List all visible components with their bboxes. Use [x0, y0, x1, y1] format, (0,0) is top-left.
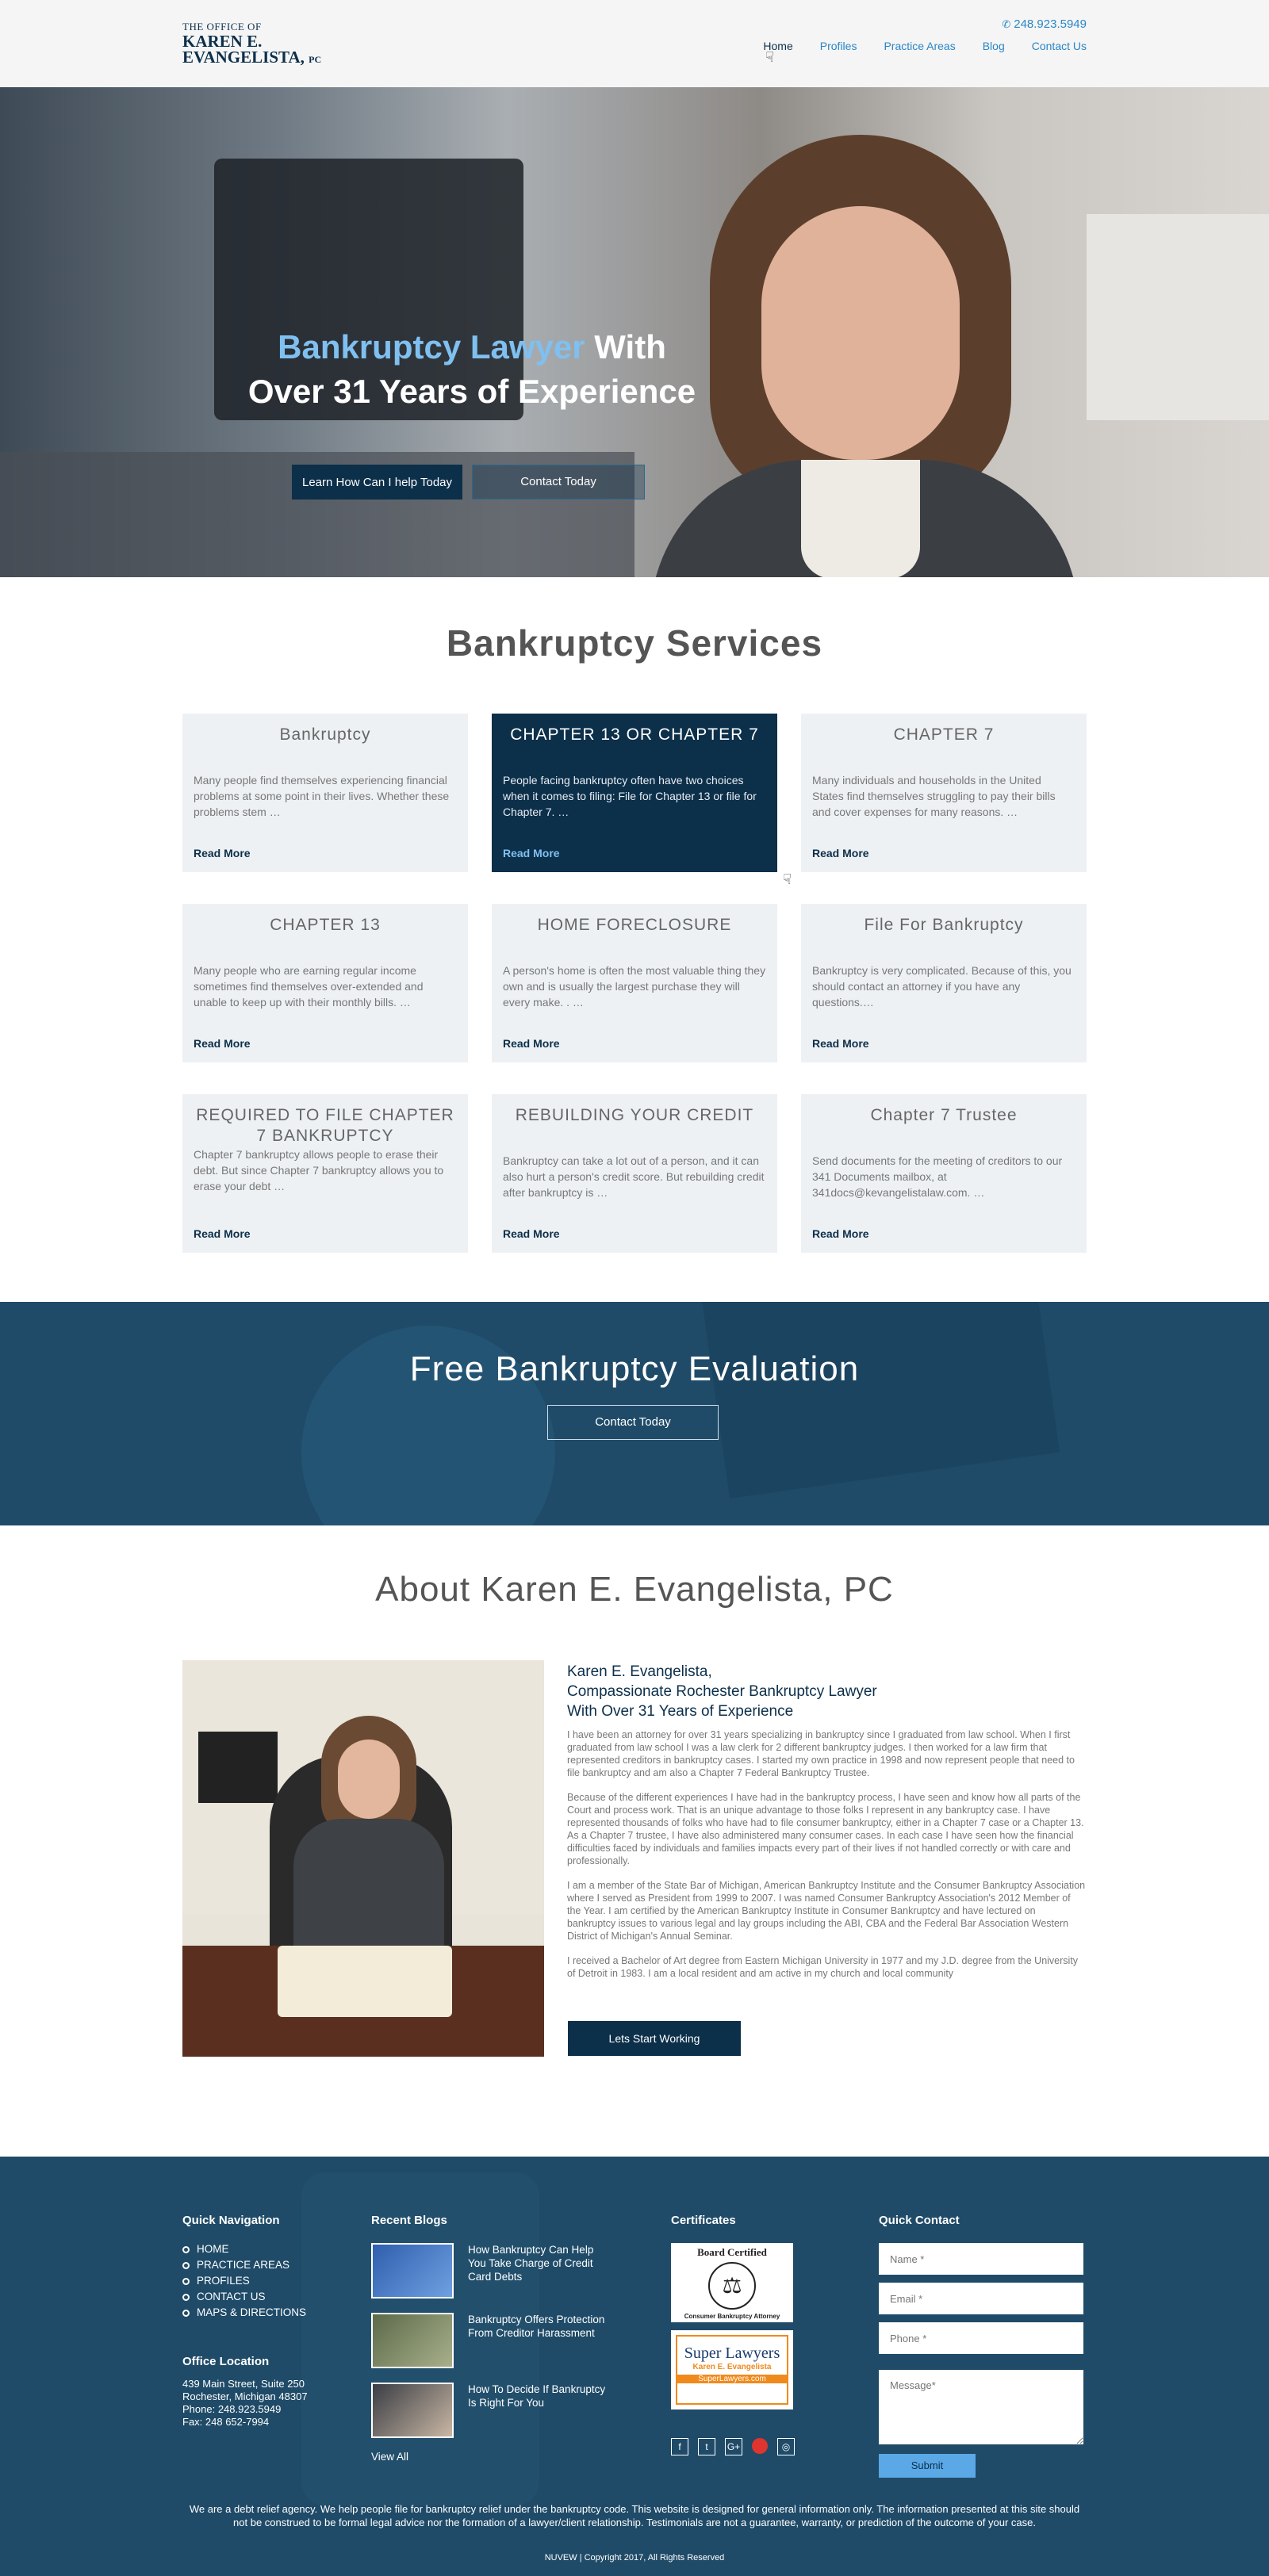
address-line1: 439 Main Street, Suite 250 — [182, 2378, 305, 2390]
hero-title-rest: With — [585, 328, 666, 366]
site-header — [0, 0, 1269, 87]
read-more-link[interactable]: Read More — [194, 1037, 251, 1050]
blog-title[interactable]: How Bankruptcy Can Help You Take Charge of Credit Card Debts — [468, 2244, 594, 2283]
lets-start-working-button[interactable]: Lets Start Working — [568, 2021, 741, 2056]
nav-contact-us[interactable]: Contact Us — [1031, 40, 1087, 52]
service-card-title: Bankruptcy — [279, 725, 371, 744]
blog-item[interactable] — [371, 2313, 611, 2368]
about-body — [567, 1728, 1087, 1992]
scales-icon: ⚖ — [708, 2262, 756, 2310]
free-evaluation-title: Free Bankruptcy Evaluation — [409, 1349, 860, 1388]
bullet-icon — [182, 2246, 190, 2253]
service-card-text: Many individuals and households in the United States find themselves struggling to pay their bills and cover expenses for many reasons. … — [812, 774, 1056, 818]
bullet-icon — [182, 2278, 190, 2285]
hero-banner — [0, 87, 1269, 577]
super-lawyers-badge[interactable] — [671, 2330, 793, 2409]
service-card-title: REBUILDING YOUR CREDIT — [515, 1106, 754, 1124]
facebook-icon[interactable]: f — [671, 2438, 688, 2455]
hero-contact-button[interactable]: Contact Today — [472, 465, 645, 500]
service-card-bankruptcy[interactable] — [182, 714, 468, 872]
free-bg-shape — [701, 1302, 1060, 1499]
cert2-brand: Super Lawyers — [684, 2344, 780, 2362]
site-footer — [0, 2157, 1269, 2576]
board-certified-badge — [671, 2243, 793, 2322]
name-field[interactable] — [879, 2243, 1083, 2275]
service-card-file-for-bankruptcy[interactable] — [801, 904, 1087, 1062]
certificates — [671, 2214, 795, 2455]
office-location — [182, 2355, 308, 2429]
footer-nav-label: CONTACT US — [197, 2291, 266, 2302]
blog-thumbnail — [371, 2383, 454, 2438]
read-more-link[interactable]: Read More — [503, 1227, 560, 1240]
quick-contact-title: Quick Contact — [879, 2214, 960, 2227]
about-title: About Karen E. Evangelista, PC — [375, 1570, 894, 1609]
photo-book — [278, 1946, 452, 2017]
service-card-text: Bankruptcy can take a lot out of a person, and it can also hurt a person's credit score. But rebuilding credit after bankruptcy is … — [503, 1154, 765, 1199]
read-more-link[interactable]: Read More — [503, 847, 560, 859]
about-subtitle — [567, 1662, 1083, 1721]
cert1-title: Board Certified — [697, 2246, 767, 2258]
submit-button[interactable]: Submit — [879, 2454, 976, 2478]
service-card-rebuilding-credit[interactable] — [492, 1094, 777, 1253]
recent-blogs-title: Recent Blogs — [371, 2214, 447, 2227]
quick-contact — [879, 2214, 1083, 2478]
phone-icon: ✆ — [1002, 18, 1011, 30]
hero-portrait-shirt — [801, 460, 920, 577]
office-location-title: Office Location — [182, 2355, 270, 2368]
service-card-text: A person's home is often the most valuable thing they own and is usually the largest purchase they will every make. . … — [503, 964, 766, 1009]
hero-portrait-face — [761, 206, 960, 460]
hand-cursor-icon: ☟ — [765, 49, 774, 65]
cert1-subtitle: Consumer Bankruptcy Attorney — [684, 2313, 780, 2320]
service-card-title: CHAPTER 13 — [270, 916, 381, 934]
service-card-text: Bankruptcy is very complicated. Because of this, you should contact an attorney if you have any questions.… — [812, 964, 1072, 1009]
google-plus-icon[interactable]: G+ — [725, 2438, 742, 2455]
social-links — [671, 2438, 795, 2455]
service-card-title: CHAPTER 7 — [893, 725, 995, 744]
about-subtitle-line3: With Over 31 Years of Experience — [567, 1703, 794, 1720]
hero-title — [238, 325, 706, 414]
recent-blogs — [371, 2214, 611, 2463]
footer-nav-label: PRACTICE AREAS — [197, 2259, 290, 2271]
email-field[interactable] — [879, 2283, 1083, 2314]
disclaimer: We are a debt relief agency. We help people file for bankruptcy relief under the bankruptcy code. This website is designed for general information only. The information presented at this site should not be construed to be formal legal advice nor the formation of a lawyer/client relationship. Testimonials are not a guarantee, warranty, or prediction of the outcome of your case. — [189, 2503, 1080, 2528]
hero-bg-printer — [1087, 214, 1269, 420]
service-card-text: Many people who are earning regular income sometimes find themselves over-extended and unable to keep up with their monthly bills. … — [194, 964, 424, 1009]
blog-thumbnail — [371, 2313, 454, 2368]
service-card-text: Many people find themselves experiencing financial problems at some point in their lives. Whether these problems stem … — [194, 774, 450, 818]
nav-practice-areas[interactable]: Practice Areas — [884, 40, 956, 52]
read-more-link[interactable]: Read More — [194, 847, 251, 859]
blog-thumbnail — [371, 2243, 454, 2298]
read-more-link[interactable]: Read More — [812, 1227, 869, 1240]
service-card-title: CHAPTER 13 OR CHAPTER 7 — [510, 725, 759, 744]
about-paragraph: I am a member of the State Bar of Michigan, American Bankruptcy Institute and the Consumer Bankruptcy Association where I served as President from 1999 to 2007. I was named Consumer Bankruptcy Association's 2012 Member of the Year. I am certified by the American Bankruptcy Institute in Consumer Bankruptcy and have lectured on bankruptcy issues to various legal and lay groups including the ABI, CBA and the Federal Bar Association Western District of Michigan's Annual Seminar. — [567, 1880, 1086, 1942]
footer-nav-home[interactable] — [182, 2241, 306, 2257]
phone-field[interactable] — [879, 2322, 1083, 2354]
instagram-icon[interactable]: ◎ — [777, 2438, 795, 2455]
logo-pc: PC — [309, 54, 322, 65]
logo-line2a: KAREN E. — [182, 32, 263, 51]
footer-nav-maps-directions[interactable] — [182, 2305, 306, 2321]
logo-line1: THE OFFICE OF — [182, 21, 262, 33]
nav-home[interactable]: Home — [763, 40, 793, 52]
quick-navigation-title: Quick Navigation — [182, 2214, 280, 2227]
about-section — [0, 1525, 1269, 2157]
about-subtitle-line1: Karen E. Evangelista, — [567, 1663, 712, 1680]
header-phone-number: 248.923.5949 — [1014, 17, 1087, 31]
services-title: Bankruptcy Services — [446, 622, 823, 664]
hero-buttons — [292, 465, 645, 500]
read-more-link[interactable]: Read More — [812, 1037, 869, 1050]
site-logo[interactable] — [182, 21, 321, 67]
hero-title-accent: Bankruptcy Lawyer — [278, 328, 585, 366]
bullet-icon — [182, 2310, 190, 2317]
address-line2: Rochester, Michigan 48307 — [182, 2390, 308, 2402]
header-phone[interactable] — [1002, 17, 1087, 31]
read-more-link[interactable]: Read More — [812, 847, 869, 859]
free-contact-button[interactable]: Contact Today — [547, 1405, 719, 1440]
blog-item[interactable] — [371, 2383, 611, 2438]
photo-monitor — [198, 1732, 278, 1803]
service-card-chapter7-trustee[interactable] — [801, 1094, 1087, 1253]
services-section — [0, 577, 1269, 1302]
service-card-chapter13-or-7[interactable] — [492, 714, 792, 887]
twitter-icon[interactable]: t — [698, 2438, 715, 2455]
bullet-icon — [182, 2262, 190, 2269]
photo-face — [338, 1740, 400, 1819]
footer-nav-label: MAPS & DIRECTIONS — [197, 2306, 307, 2318]
nav-profiles[interactable]: Profiles — [819, 40, 857, 52]
bullet-icon — [182, 2294, 190, 2301]
about-subtitle-line2: Compassionate Rochester Bankruptcy Lawyer — [567, 1683, 877, 1700]
service-card-text: Send documents for the meeting of creditors to our 341 Documents mailbox, at 341docs@kevangelistalaw.com. … — [812, 1154, 1063, 1199]
cert2-name: Karen E. Evangelista — [692, 2363, 772, 2371]
service-card-title: Chapter 7 Trustee — [870, 1106, 1018, 1124]
service-card-title: File For Bankruptcy — [864, 916, 1024, 934]
office-fax: Fax: 248 652-7994 — [182, 2416, 270, 2428]
blog-title[interactable]: How To Decide If Bankruptcy Is Right For You — [468, 2383, 606, 2409]
about-paragraph: Because of the different experiences I have had in the bankruptcy process, I have seen and know how all parts of the Court and process work. That is an unique advantage to those folks I represent in any bankruptcy case. I have represented thousands of folks who have had to file consumer bankruptcy, either in a Chapter 7 case or a Chapter 13. As a Chapter 7 trustee, I have also administered many consumer cases. In each case I have seen how the financial difficulties faced by individuals and families impacts every part of their lives if not handled correctly or with care and professionally. — [567, 1792, 1084, 1866]
copyright: NUVEW | Copyright 2017, All Rights Reserved — [544, 2553, 725, 2563]
services-grid — [182, 714, 1087, 1253]
read-more-link[interactable]: Read More — [194, 1227, 251, 1240]
footer-nav-label: PROFILES — [197, 2275, 250, 2287]
logo-line2b: EVANGELISTA, — [182, 48, 305, 67]
service-card-chapter13[interactable] — [182, 904, 468, 1062]
service-card-title: HOME FORECLOSURE — [537, 916, 732, 934]
footer-nav-practice-areas[interactable] — [182, 2257, 306, 2273]
service-card-chapter7[interactable] — [801, 714, 1087, 872]
service-card-text: Chapter 7 bankruptcy allows people to erase their debt. But since Chapter 7 bankruptcy allows you to erase your debt … — [194, 1148, 444, 1192]
service-card-required-chapter7[interactable] — [182, 1094, 468, 1253]
message-field[interactable] — [879, 2370, 1083, 2444]
hand-cursor-icon: ☟ — [783, 871, 792, 887]
footer-nav-profiles[interactable] — [182, 2273, 306, 2289]
cert2-url: SuperLawyers.com — [677, 2375, 787, 2383]
read-more-link[interactable]: Read More — [503, 1037, 560, 1050]
about-paragraph: I received a Bachelor of Art degree from Eastern Michigan University in 1977 and my J.D. degree from the University of Detroit in 1983. I am a local resident and am active in my church and local community — [567, 1955, 1079, 1979]
attorney-photo — [182, 1660, 544, 2057]
free-evaluation-banner — [0, 1302, 1269, 1525]
learn-how-button[interactable]: Learn How Can I help Today — [292, 465, 462, 500]
footer-nav-label: HOME — [197, 2243, 229, 2255]
blog-item[interactable] — [371, 2243, 611, 2298]
hero-title-line2: Over 31 Years of Experience — [247, 373, 696, 410]
main-nav — [736, 40, 1087, 52]
service-card-title: REQUIRED TO FILE CHAPTER 7 BANKRUPTCY — [196, 1106, 454, 1145]
service-card-home-foreclosure[interactable] — [492, 904, 777, 1062]
footer-nav-contact-us[interactable] — [182, 2289, 306, 2305]
yelp-icon[interactable] — [752, 2438, 768, 2454]
blog-title[interactable]: Bankruptcy Offers Protection From Creditor Harassment — [468, 2314, 605, 2339]
office-phone: Phone: 248.923.5949 — [182, 2403, 282, 2415]
about-paragraph: I have been an attorney for over 31 years specializing in bankruptcy since I graduated from law school. When I first graduated from law school I was a law clerk for 2 different bankruptcy judges. I then worked for a law firm that represented creditors in bankruptcy cases. I started my own practice in 1998 and now represent people that need to file bankruptcy and am also a Chapter 7 Federal Bankruptcy Trustee. — [567, 1729, 1075, 1778]
nav-blog[interactable]: Blog — [982, 40, 1005, 52]
certificates-title: Certificates — [671, 2214, 736, 2227]
view-all-link[interactable]: View All — [371, 2451, 409, 2463]
quick-navigation — [182, 2214, 306, 2321]
service-card-text: People facing bankruptcy often have two choices when it comes to filing: File for Chapter 13 or file for Chapter 7. … — [503, 774, 757, 818]
